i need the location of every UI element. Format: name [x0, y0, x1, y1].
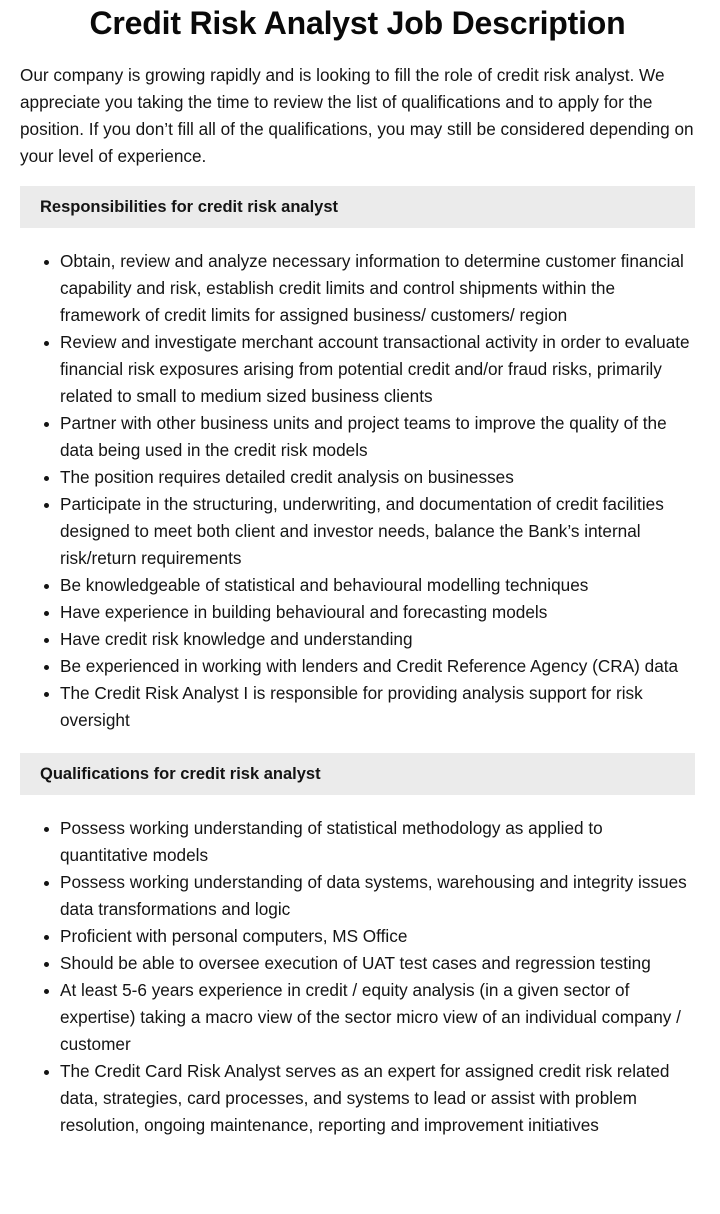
page-title: Credit Risk Analyst Job Description — [89, 5, 626, 41]
qualifications-list — [20, 815, 695, 1139]
list-item — [20, 599, 695, 626]
list-item — [20, 329, 695, 410]
bullet-icon — [44, 962, 49, 967]
list-item — [20, 923, 695, 950]
list-item — [20, 248, 695, 329]
bullet-icon — [44, 422, 49, 427]
bullet-icon — [44, 665, 49, 670]
bullet-icon — [44, 881, 49, 886]
list-item — [20, 869, 695, 923]
list-item-text: Should be able to oversee execution of UAT test cases and regression testing — [60, 953, 651, 973]
list-item-text: Have experience in building behavioural and forecasting models — [60, 602, 548, 622]
bullet-icon — [44, 260, 49, 265]
bullet-icon — [44, 503, 49, 508]
list-item — [20, 815, 695, 869]
list-item — [20, 464, 695, 491]
list-item-text: The Credit Risk Analyst I is responsible for providing analysis support for risk oversight — [60, 683, 643, 730]
list-item-text: Proficient with personal computers, MS Office — [60, 926, 408, 946]
list-item-text: The Credit Card Risk Analyst serves as an expert for assigned credit risk related data, strategies, card processes, and systems to lead or assist with problem resolution, ongoing maintenance, reporting and improvement initiatives — [60, 1061, 670, 1135]
list-item — [20, 491, 695, 572]
qualifications-heading: Qualifications for credit risk analyst — [20, 753, 695, 795]
list-item — [20, 410, 695, 464]
intro-paragraph: Our company is growing rapidly and is looking to fill the role of credit risk analyst. We appreciate you taking the time to review the list of qualifications and to apply for the position. If you don’t fill all of the qualifications, you may still be considered depending on your level of experience. — [20, 65, 694, 166]
list-item-text: Review and investigate merchant account transactional activity in order to evaluate financial risk exposures arising from potential credit and/or fraud risks, primarily related to small to medium sized business clients — [60, 332, 690, 406]
list-item — [20, 977, 695, 1058]
list-item — [20, 572, 695, 599]
list-item-text: Be experienced in working with lenders and Credit Reference Agency (CRA) data — [60, 656, 679, 676]
list-item-text: Partner with other business units and project teams to improve the quality of the data being used in the credit risk models — [60, 413, 667, 460]
list-item-text: Be knowledgeable of statistical and behavioural modelling techniques — [60, 575, 589, 595]
list-item-text: Have credit risk knowledge and understanding — [60, 629, 413, 649]
bullet-icon — [44, 692, 49, 697]
bullet-icon — [44, 341, 49, 346]
bullet-icon — [44, 584, 49, 589]
list-item-text: The position requires detailed credit analysis on businesses — [60, 467, 514, 487]
list-item-text: Possess working understanding of statistical methodology as applied to quantitative models — [60, 818, 603, 865]
list-item-text: Obtain, review and analyze necessary information to determine customer financial capability and risk, establish credit limits and control shipments within the framework of credit limits for assigned business/ customers/ region — [60, 251, 684, 325]
bullet-icon — [44, 638, 49, 643]
list-item — [20, 950, 695, 977]
list-item-text: At least 5-6 years experience in credit / equity analysis (in a given sector of expertise) taking a macro view of the sector micro view of an individual company / customer — [60, 980, 681, 1054]
bullet-icon — [44, 476, 49, 481]
list-item — [20, 626, 695, 653]
bullet-icon — [44, 1070, 49, 1075]
bullet-icon — [44, 827, 49, 832]
list-item — [20, 1058, 695, 1139]
list-item-text: Possess working understanding of data systems, warehousing and integrity issues data transformations and logic — [60, 872, 687, 919]
responsibilities-heading: Responsibilities for credit risk analyst — [20, 186, 695, 228]
bullet-icon — [44, 989, 49, 994]
bullet-icon — [44, 935, 49, 940]
list-item-text: Participate in the structuring, underwriting, and documentation of credit facilities designed to meet both client and investor needs, balance the Bank’s internal risk/return requirements — [60, 494, 664, 568]
list-item — [20, 680, 695, 734]
list-item — [20, 653, 695, 680]
bullet-icon — [44, 611, 49, 616]
responsibilities-list — [20, 248, 695, 734]
